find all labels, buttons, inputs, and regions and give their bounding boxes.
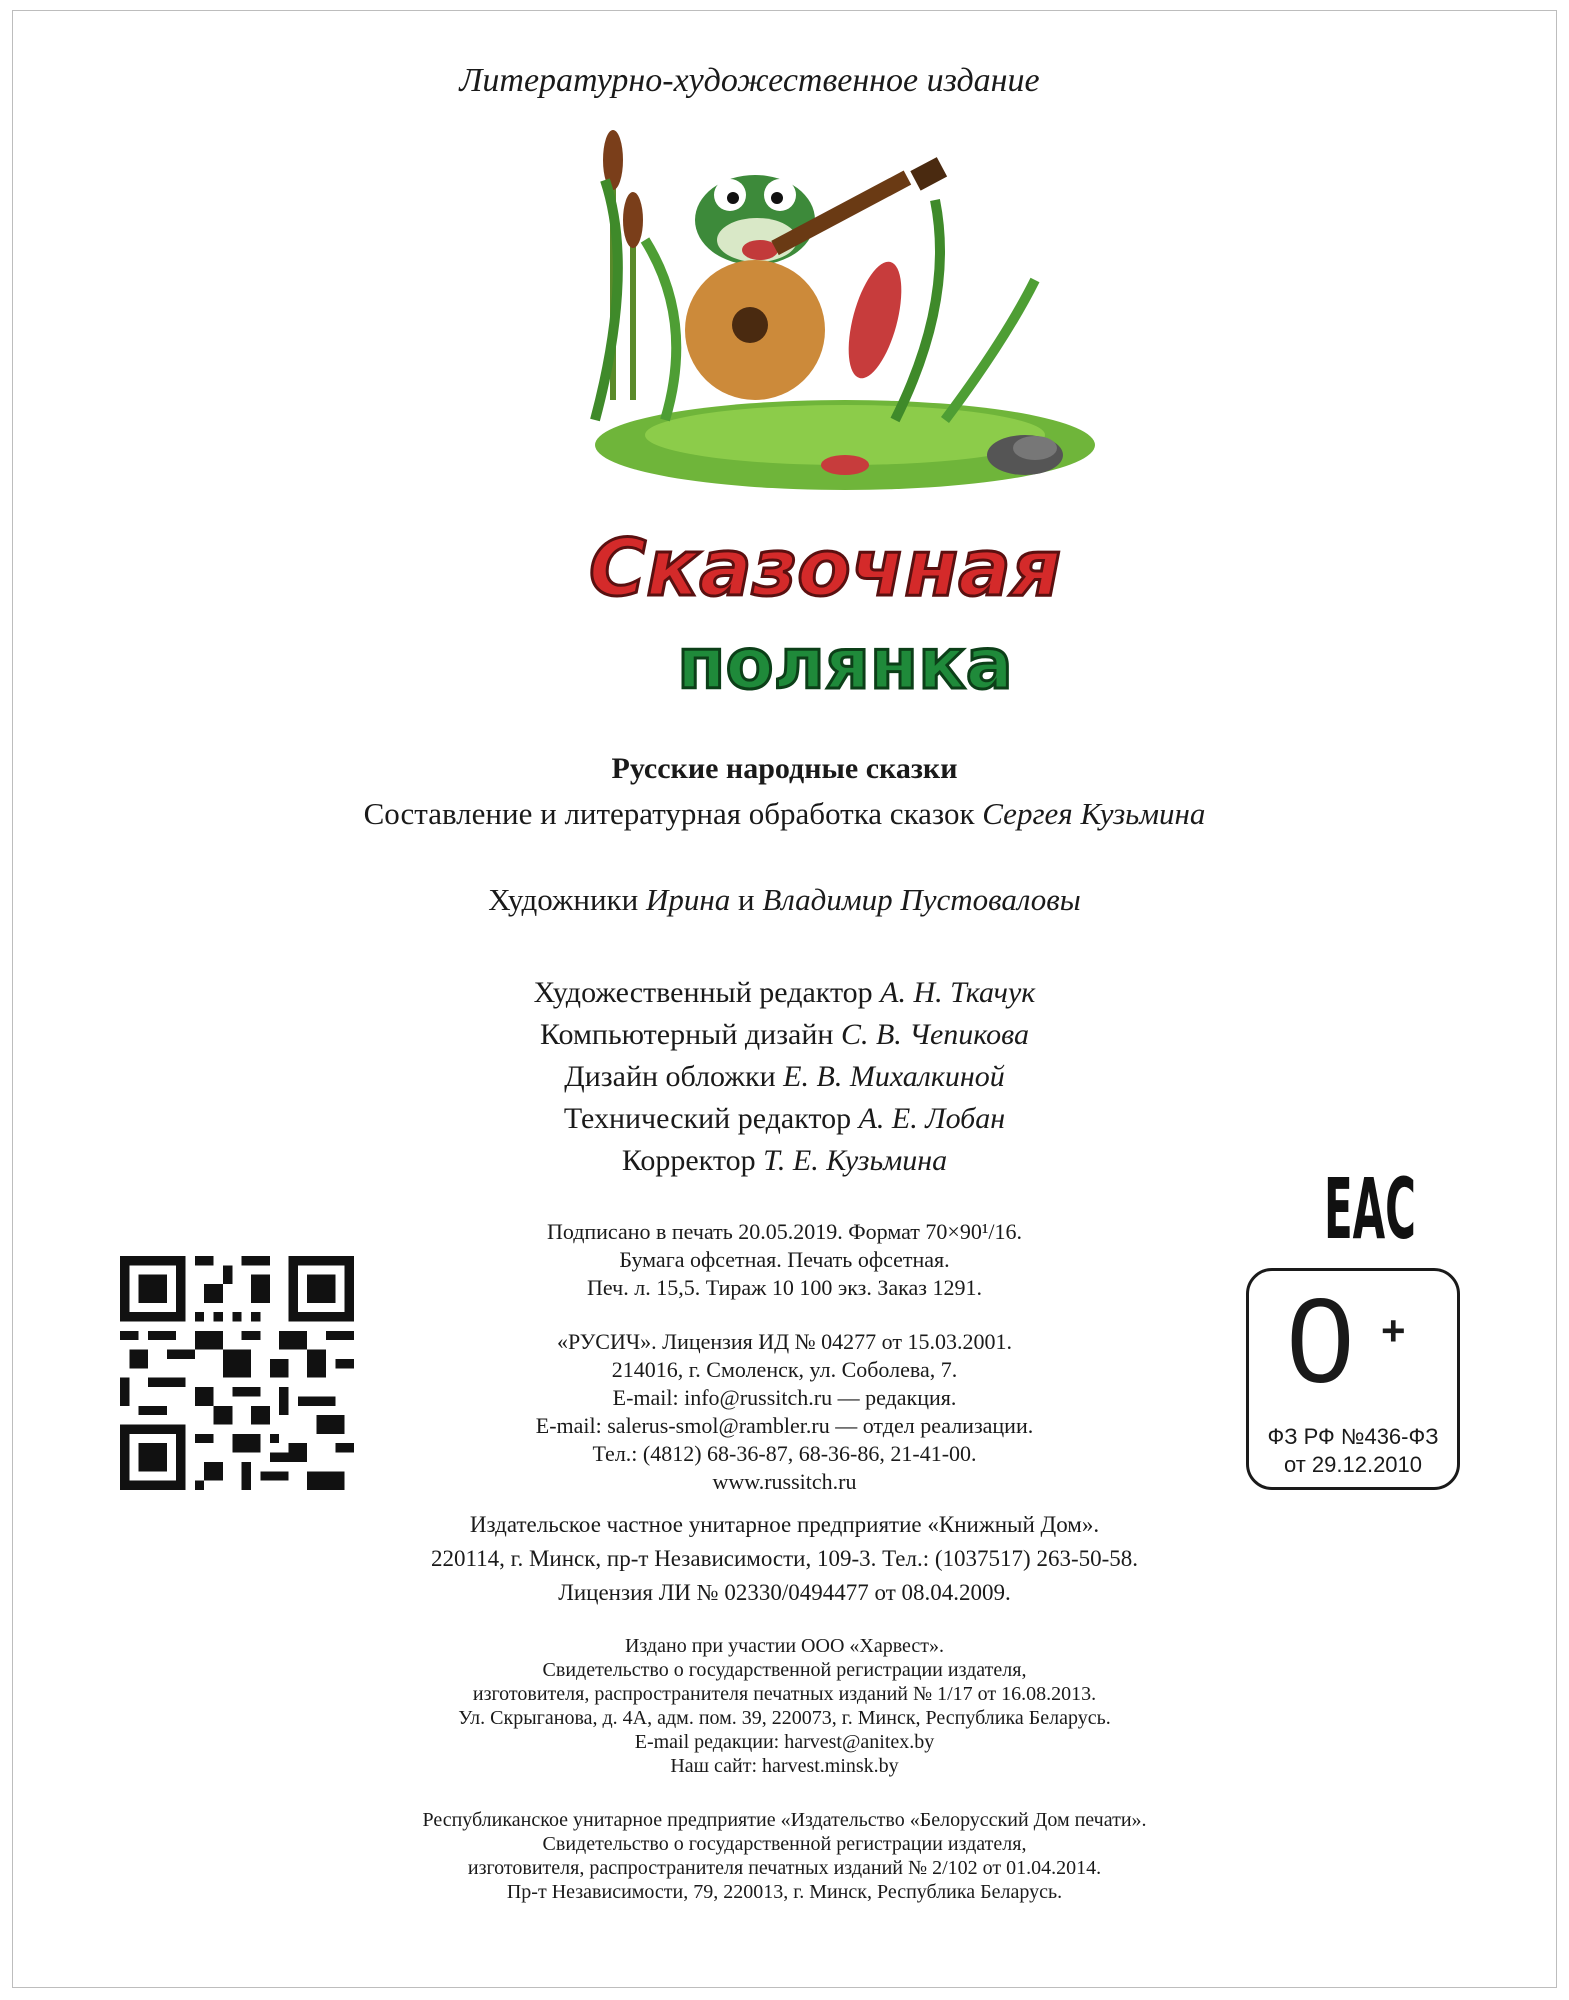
eac-mark-icon — [1320, 1160, 1420, 1258]
harvest-line: E-mail редакции: harvest@anitex.by — [634, 1731, 935, 1753]
printer-line: Свидетельство о государственной регистрации издателя, — [542, 1833, 1027, 1855]
printer-line: изготовителя, распространителя печатных изданий № 2/102 от 01.04.2014. — [467, 1857, 1102, 1879]
series-logo — [565, 510, 1085, 710]
harvest-line: Свидетельство о государственной регистрации издателя, — [542, 1659, 1027, 1681]
publisher-knizhny-dom-block — [0, 1508, 1569, 1610]
printer-line: Республиканское унитарное предприятие «Издательство «Белорусский Дом печати». — [422, 1809, 1147, 1831]
publisher-line: E-mail: salerus-smol@rambler.ru — отдел реализации. — [535, 1413, 1034, 1438]
harvest-block — [0, 1634, 1569, 1778]
print-info-line: Подписано в печать 20.05.2019. Формат 70×90¹/16. — [546, 1219, 1023, 1244]
compilation-prefix: Составление и литературная обработка сказок — [363, 796, 983, 831]
age-rating-value: 0 — [1287, 1274, 1354, 1408]
logo-line-2: полянка — [677, 623, 1013, 705]
printer-block — [0, 1808, 1569, 1904]
svg-text:EAC: EAC — [1324, 1160, 1416, 1258]
compilation-line — [0, 796, 1569, 832]
publisher-line: Тел.: (4812) 68-36-87, 68-36-86, 21-41-00. — [592, 1441, 977, 1466]
credit-line: Технический редактор А. Е. Лобан — [563, 1102, 1006, 1135]
harvest-line: Ул. Скрыганова, д. 4А, адм. пом. 39, 220073, г. Минск, Республика Беларусь. — [458, 1707, 1111, 1729]
artist-name-2: Владимир Пустоваловы — [762, 882, 1081, 917]
harvest-line: изготовителя, распространителя печатных изданий № 1/17 от 16.08.2013. — [472, 1683, 1097, 1705]
artists-line — [0, 882, 1569, 918]
age-rating-badge — [1246, 1268, 1460, 1490]
credit-line: Корректор Т. Е. Кузьмина — [621, 1144, 948, 1177]
publisher-line: «РУСИЧ». Лицензия ИД № 04277 от 15.03.2001. — [557, 1329, 1012, 1354]
publisher-line: Издательское частное унитарное предприятие «Книжный Дом». — [469, 1512, 1100, 1537]
series-title: Русские народные сказки — [611, 752, 958, 785]
frog-guitar-illustration — [575, 120, 1125, 500]
artists-conj: и — [730, 882, 763, 917]
publisher-line: www.russitch.ru — [712, 1469, 857, 1494]
printer-line: Пр-т Независимости, 79, 220013, г. Минск, Республика Беларусь. — [506, 1881, 1063, 1903]
logo-line-1: Сказочная — [589, 524, 1061, 614]
credit-line: Художественный редактор А. Н. Ткачук — [533, 976, 1036, 1009]
artists-prefix: Художники — [488, 882, 646, 917]
edition-type: Литературно-художественное издание — [459, 62, 1040, 99]
credit-line: Компьютерный дизайн С. В. Чепикова — [540, 1018, 1029, 1051]
harvest-line: Наш сайт: harvest.minsk.by — [670, 1755, 899, 1777]
publisher-line: E-mail: info@russitch.ru — редакция. — [612, 1385, 957, 1410]
credits-block — [0, 972, 1569, 1182]
age-rating-law: ФЗ РФ №436-ФЗ от 29.12.2010 — [1267, 1424, 1439, 1477]
harvest-line: Издано при участии ООО «Харвест». — [624, 1635, 945, 1657]
compiler-name: Сергея Кузьмина — [982, 796, 1206, 831]
print-info-line: Печ. л. 15,5. Тираж 10 100 экз. Заказ 1291. — [587, 1275, 982, 1300]
age-rating-plus: + — [1381, 1307, 1406, 1354]
publisher-line: Лицензия ЛИ № 02330/0494477 от 08.04.2009. — [558, 1580, 1011, 1605]
artist-name-1: Ирина — [645, 882, 731, 917]
publisher-line: 220114, г. Минск, пр-т Независимости, 109-3. Тел.: (1037517) 263-50-58. — [430, 1546, 1139, 1571]
credit-line: Дизайн обложки Е. В. Михалкиной — [564, 1060, 1005, 1093]
qr-code-icon — [120, 1256, 354, 1490]
print-info-line: Бумага офсетная. Печать офсетная. — [619, 1247, 950, 1272]
publisher-line: 214016, г. Смоленск, ул. Соболева, 7. — [611, 1357, 958, 1382]
